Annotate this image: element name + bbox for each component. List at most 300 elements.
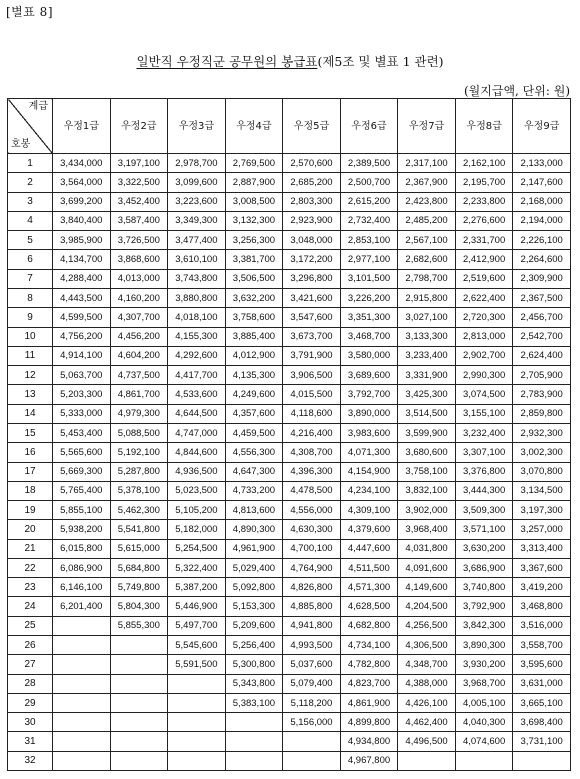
salary-cell: 2,902,700 <box>455 346 513 365</box>
salary-cell: 4,496,500 <box>398 732 456 751</box>
salary-cell <box>110 713 168 732</box>
table-row <box>8 269 571 288</box>
salary-cell: 2,456,700 <box>513 308 571 327</box>
salary-cell: 3,758,600 <box>225 308 283 327</box>
salary-cell: 3,002,300 <box>513 443 571 462</box>
salary-cell: 2,367,500 <box>513 288 571 307</box>
salary-cell <box>225 732 283 751</box>
salary-cell <box>168 732 226 751</box>
salary-cell: 2,542,700 <box>513 327 571 346</box>
salary-cell: 4,256,500 <box>398 616 456 635</box>
salary-cell: 4,764,900 <box>283 558 341 577</box>
table-row <box>8 192 571 211</box>
salary-cell: 4,556,000 <box>283 501 341 520</box>
table-row <box>8 366 571 385</box>
salary-cell: 3,452,400 <box>110 192 168 211</box>
salary-cell: 3,564,000 <box>53 173 111 192</box>
grade-header: 우정1급 <box>53 99 111 154</box>
salary-cell <box>398 751 456 770</box>
salary-cell: 3,842,300 <box>455 616 513 635</box>
salary-cell: 4,682,800 <box>340 616 398 635</box>
step-number: 17 <box>8 462 53 481</box>
salary-cell: 3,376,800 <box>455 462 513 481</box>
salary-cell: 3,226,200 <box>340 288 398 307</box>
salary-cell: 3,791,900 <box>283 346 341 365</box>
salary-cell: 3,571,100 <box>455 520 513 539</box>
salary-cell: 4,216,400 <box>283 423 341 442</box>
salary-cell: 4,844,600 <box>168 443 226 462</box>
salary-cell: 5,254,500 <box>168 539 226 558</box>
salary-cell: 5,591,500 <box>168 655 226 674</box>
salary-cell: 2,783,900 <box>513 385 571 404</box>
table-row <box>8 346 571 365</box>
salary-cell: 3,351,300 <box>340 308 398 327</box>
salary-cell: 6,146,100 <box>53 578 111 597</box>
salary-cell: 4,456,200 <box>110 327 168 346</box>
table-row <box>8 250 571 269</box>
salary-cell <box>110 732 168 751</box>
salary-cell: 4,447,600 <box>340 539 398 558</box>
salary-cell: 3,930,200 <box>455 655 513 674</box>
salary-cell: 5,378,100 <box>110 481 168 500</box>
salary-cell: 5,383,100 <box>225 693 283 712</box>
salary-cell: 3,296,800 <box>283 269 341 288</box>
salary-cell: 2,226,100 <box>513 231 571 250</box>
salary-cell: 3,792,900 <box>455 597 513 616</box>
salary-cell: 3,890,000 <box>340 404 398 423</box>
salary-cell: 4,308,700 <box>283 443 341 462</box>
salary-cell: 4,914,100 <box>53 346 111 365</box>
table-row <box>8 597 571 616</box>
salary-cell: 2,567,100 <box>398 231 456 250</box>
corner-step-label: 호봉 <box>11 139 31 150</box>
salary-cell: 5,287,800 <box>110 462 168 481</box>
salary-cell: 5,343,800 <box>225 674 283 693</box>
salary-cell <box>110 655 168 674</box>
salary-cell: 2,682,600 <box>398 250 456 269</box>
table-row <box>8 327 571 346</box>
step-number: 31 <box>8 732 53 751</box>
salary-cell: 4,556,300 <box>225 443 283 462</box>
salary-cell: 5,037,600 <box>283 655 341 674</box>
salary-cell: 3,197,300 <box>513 501 571 520</box>
salary-cell: 3,070,800 <box>513 462 571 481</box>
salary-cell: 2,932,300 <box>513 423 571 442</box>
document-title <box>0 52 580 70</box>
salary-cell: 4,307,700 <box>110 308 168 327</box>
table-row <box>8 173 571 192</box>
table-row <box>8 385 571 404</box>
step-number: 2 <box>8 173 53 192</box>
salary-cell: 2,309,900 <box>513 269 571 288</box>
salary-cell <box>110 674 168 693</box>
step-number: 9 <box>8 308 53 327</box>
salary-cell: 4,890,300 <box>225 520 283 539</box>
salary-cell: 3,232,400 <box>455 423 513 442</box>
salary-cell <box>110 751 168 770</box>
salary-cell: 2,622,400 <box>455 288 513 307</box>
salary-cell: 4,961,900 <box>225 539 283 558</box>
salary-cell: 3,425,300 <box>398 385 456 404</box>
salary-cell: 4,462,400 <box>398 713 456 732</box>
table-row <box>8 288 571 307</box>
step-number: 27 <box>8 655 53 674</box>
salary-cell: 5,684,800 <box>110 558 168 577</box>
step-number: 18 <box>8 481 53 500</box>
salary-cell: 3,983,600 <box>340 423 398 442</box>
salary-cell: 5,105,200 <box>168 501 226 520</box>
salary-cell <box>53 674 111 693</box>
table-row <box>8 423 571 442</box>
table-row <box>8 308 571 327</box>
salary-cell: 4,967,800 <box>340 751 398 770</box>
salary-cell <box>53 655 111 674</box>
salary-cell: 5,615,000 <box>110 539 168 558</box>
salary-cell: 3,074,500 <box>455 385 513 404</box>
header-row <box>8 99 571 154</box>
step-number: 19 <box>8 501 53 520</box>
salary-cell: 3,421,600 <box>283 288 341 307</box>
step-number: 28 <box>8 674 53 693</box>
salary-cell <box>53 732 111 751</box>
salary-cell <box>110 693 168 712</box>
step-number: 13 <box>8 385 53 404</box>
salary-cell: 5,541,800 <box>110 520 168 539</box>
salary-cell: 3,468,700 <box>340 327 398 346</box>
salary-cell: 4,118,600 <box>283 404 341 423</box>
salary-cell: 5,256,400 <box>225 636 283 655</box>
salary-cell: 3,322,500 <box>110 173 168 192</box>
salary-cell: 2,423,800 <box>398 192 456 211</box>
salary-cell: 4,091,600 <box>398 558 456 577</box>
salary-cell: 4,993,500 <box>283 636 341 655</box>
salary-cell: 4,813,600 <box>225 501 283 520</box>
salary-cell: 4,149,600 <box>398 578 456 597</box>
salary-cell: 3,595,600 <box>513 655 571 674</box>
title-suffix: (제5조 및 별표 1 관련) <box>317 54 444 69</box>
salary-cell: 2,485,200 <box>398 211 456 230</box>
salary-cell: 4,443,500 <box>53 288 111 307</box>
salary-cell: 2,978,700 <box>168 154 226 173</box>
salary-cell <box>168 693 226 712</box>
salary-cell: 4,478,500 <box>283 481 341 500</box>
step-number: 14 <box>8 404 53 423</box>
salary-cell: 2,412,900 <box>455 250 513 269</box>
salary-cell: 4,306,500 <box>398 636 456 655</box>
table-row <box>8 481 571 500</box>
salary-cell: 4,979,300 <box>110 404 168 423</box>
salary-cell: 3,731,100 <box>513 732 571 751</box>
salary-cell: 5,203,300 <box>53 385 111 404</box>
salary-cell: 5,855,100 <box>53 501 111 520</box>
salary-cell: 3,880,800 <box>168 288 226 307</box>
salary-cell: 2,519,600 <box>455 269 513 288</box>
salary-cell <box>53 751 111 770</box>
salary-cell: 2,798,700 <box>398 269 456 288</box>
salary-cell: 5,182,000 <box>168 520 226 539</box>
step-number: 24 <box>8 597 53 616</box>
step-number: 32 <box>8 751 53 770</box>
salary-cell: 5,387,200 <box>168 578 226 597</box>
grade-header: 우정3급 <box>168 99 226 154</box>
salary-cell: 4,288,400 <box>53 269 111 288</box>
salary-cell: 4,074,600 <box>455 732 513 751</box>
step-number: 15 <box>8 423 53 442</box>
salary-cell: 3,307,100 <box>455 443 513 462</box>
grade-header: 우정8급 <box>455 99 513 154</box>
table-row <box>8 211 571 230</box>
salary-cell: 4,511,500 <box>340 558 398 577</box>
salary-cell: 3,632,200 <box>225 288 283 307</box>
salary-cell: 4,936,500 <box>168 462 226 481</box>
corner-cell <box>8 99 53 154</box>
salary-cell: 4,357,600 <box>225 404 283 423</box>
salary-cell: 3,419,200 <box>513 578 571 597</box>
salary-cell: 3,698,400 <box>513 713 571 732</box>
salary-cell: 3,233,400 <box>398 346 456 365</box>
salary-cell <box>53 616 111 635</box>
salary-cell: 5,322,400 <box>168 558 226 577</box>
salary-cell: 4,160,200 <box>110 288 168 307</box>
salary-cell: 4,756,200 <box>53 327 111 346</box>
salary-cell: 4,426,100 <box>398 693 456 712</box>
salary-cell: 4,533,600 <box>168 385 226 404</box>
step-number: 21 <box>8 539 53 558</box>
salary-cell: 3,155,100 <box>455 404 513 423</box>
salary-cell: 3,172,200 <box>283 250 341 269</box>
salary-cell: 3,792,700 <box>340 385 398 404</box>
step-number: 12 <box>8 366 53 385</box>
salary-cell: 2,720,300 <box>455 308 513 327</box>
salary-cell: 4,134,700 <box>53 250 111 269</box>
salary-cell: 5,497,700 <box>168 616 226 635</box>
table-row <box>8 655 571 674</box>
salary-cell: 3,832,100 <box>398 481 456 500</box>
salary-cell <box>168 713 226 732</box>
salary-cell: 4,204,500 <box>398 597 456 616</box>
salary-cell: 3,743,800 <box>168 269 226 288</box>
salary-cell: 3,349,300 <box>168 211 226 230</box>
salary-cell: 2,276,600 <box>455 211 513 230</box>
step-number: 16 <box>8 443 53 462</box>
salary-cell: 5,092,800 <box>225 578 283 597</box>
salary-cell: 4,934,800 <box>340 732 398 751</box>
table-row <box>8 713 571 732</box>
salary-cell: 4,733,200 <box>225 481 283 500</box>
salary-cell: 2,570,600 <box>283 154 341 173</box>
salary-cell: 5,446,900 <box>168 597 226 616</box>
salary-cell: 2,168,000 <box>513 192 571 211</box>
salary-cell: 2,803,300 <box>283 192 341 211</box>
salary-cell: 4,309,100 <box>340 501 398 520</box>
step-number: 11 <box>8 346 53 365</box>
salary-cell: 2,923,900 <box>283 211 341 230</box>
step-number: 1 <box>8 154 53 173</box>
salary-cell: 3,547,600 <box>283 308 341 327</box>
salary-cell: 3,680,600 <box>398 443 456 462</box>
salary-cell: 5,023,500 <box>168 481 226 500</box>
table-row <box>8 674 571 693</box>
salary-cell: 2,194,000 <box>513 211 571 230</box>
salary-cell: 5,669,300 <box>53 462 111 481</box>
table-row <box>8 539 571 558</box>
salary-cell: 4,644,500 <box>168 404 226 423</box>
salary-cell <box>283 751 341 770</box>
salary-cell: 5,118,200 <box>283 693 341 712</box>
salary-cell: 2,769,500 <box>225 154 283 173</box>
salary-cell: 4,823,700 <box>340 674 398 693</box>
table-row <box>8 520 571 539</box>
step-number: 3 <box>8 192 53 211</box>
salary-cell: 4,899,800 <box>340 713 398 732</box>
salary-cell: 3,558,700 <box>513 636 571 655</box>
salary-cell: 4,861,700 <box>110 385 168 404</box>
salary-cell: 6,086,900 <box>53 558 111 577</box>
step-number: 10 <box>8 327 53 346</box>
salary-cell: 3,610,100 <box>168 250 226 269</box>
step-number: 30 <box>8 713 53 732</box>
salary-cell: 3,868,600 <box>110 250 168 269</box>
salary-table <box>7 98 571 771</box>
grade-header: 우정5급 <box>283 99 341 154</box>
salary-cell: 3,699,200 <box>53 192 111 211</box>
salary-cell <box>283 732 341 751</box>
salary-cell: 4,861,900 <box>340 693 398 712</box>
table-row <box>8 558 571 577</box>
salary-cell: 4,234,100 <box>340 481 398 500</box>
salary-cell: 3,099,600 <box>168 173 226 192</box>
salary-cell: 2,389,500 <box>340 154 398 173</box>
salary-cell: 4,571,300 <box>340 578 398 597</box>
salary-cell: 5,063,700 <box>53 366 111 385</box>
salary-cell <box>53 713 111 732</box>
salary-cell: 2,915,800 <box>398 288 456 307</box>
annex-label: [별표 8] <box>6 5 53 19</box>
salary-cell: 3,985,900 <box>53 231 111 250</box>
salary-cell: 4,040,300 <box>455 713 513 732</box>
salary-cell: 3,580,000 <box>340 346 398 365</box>
step-number: 20 <box>8 520 53 539</box>
salary-cell: 4,604,200 <box>110 346 168 365</box>
salary-cell: 2,615,200 <box>340 192 398 211</box>
salary-cell: 5,209,600 <box>225 616 283 635</box>
salary-cell <box>168 751 226 770</box>
salary-cell: 4,826,800 <box>283 578 341 597</box>
salary-cell: 2,977,100 <box>340 250 398 269</box>
salary-cell: 3,840,400 <box>53 211 111 230</box>
salary-cell: 2,990,300 <box>455 366 513 385</box>
salary-cell: 5,545,600 <box>168 636 226 655</box>
salary-cell: 5,462,300 <box>110 501 168 520</box>
salary-cell: 2,887,900 <box>225 173 283 192</box>
table-row <box>8 443 571 462</box>
salary-cell: 4,782,800 <box>340 655 398 674</box>
table-row <box>8 693 571 712</box>
salary-cell: 5,855,300 <box>110 616 168 635</box>
salary-cell: 5,938,200 <box>53 520 111 539</box>
salary-cell: 5,029,400 <box>225 558 283 577</box>
table-row <box>8 616 571 635</box>
salary-cell: 4,292,600 <box>168 346 226 365</box>
salary-cell: 3,133,300 <box>398 327 456 346</box>
salary-cell: 3,890,300 <box>455 636 513 655</box>
salary-cell: 4,700,100 <box>283 539 341 558</box>
salary-cell: 6,201,400 <box>53 597 111 616</box>
salary-cell: 2,147,600 <box>513 173 571 192</box>
step-number: 23 <box>8 578 53 597</box>
salary-cell: 3,027,100 <box>398 308 456 327</box>
salary-cell: 5,300,800 <box>225 655 283 674</box>
salary-cell: 3,726,500 <box>110 231 168 250</box>
salary-cell: 3,631,000 <box>513 674 571 693</box>
salary-cell: 3,367,600 <box>513 558 571 577</box>
salary-cell: 2,853,100 <box>340 231 398 250</box>
salary-cell: 3,197,100 <box>110 154 168 173</box>
salary-cell: 4,417,700 <box>168 366 226 385</box>
salary-cell: 4,388,000 <box>398 674 456 693</box>
salary-cell: 4,135,300 <box>225 366 283 385</box>
salary-cell: 3,885,400 <box>225 327 283 346</box>
table-row <box>8 501 571 520</box>
salary-cell: 4,018,100 <box>168 308 226 327</box>
salary-cell: 4,628,500 <box>340 597 398 616</box>
grade-header: 우정4급 <box>225 99 283 154</box>
salary-cell: 2,624,400 <box>513 346 571 365</box>
salary-cell: 5,765,400 <box>53 481 111 500</box>
salary-cell: 2,859,800 <box>513 404 571 423</box>
step-number: 22 <box>8 558 53 577</box>
salary-cell: 5,804,300 <box>110 597 168 616</box>
salary-cell: 2,195,700 <box>455 173 513 192</box>
salary-cell: 3,968,700 <box>455 674 513 693</box>
salary-cell: 3,506,500 <box>225 269 283 288</box>
grade-header: 우정9급 <box>513 99 571 154</box>
salary-cell: 3,509,300 <box>455 501 513 520</box>
salary-cell: 3,673,700 <box>283 327 341 346</box>
salary-cell: 4,012,900 <box>225 346 283 365</box>
table-row <box>8 154 571 173</box>
salary-cell: 2,732,400 <box>340 211 398 230</box>
salary-cell: 5,088,500 <box>110 423 168 442</box>
salary-cell: 3,902,000 <box>398 501 456 520</box>
salary-cell: 4,941,800 <box>283 616 341 635</box>
salary-cell: 3,444,300 <box>455 481 513 500</box>
salary-cell: 3,257,000 <box>513 520 571 539</box>
salary-cell: 3,223,600 <box>168 192 226 211</box>
salary-cell: 3,256,300 <box>225 231 283 250</box>
step-number: 5 <box>8 231 53 250</box>
table-row <box>8 404 571 423</box>
salary-cell: 3,331,900 <box>398 366 456 385</box>
salary-cell: 4,747,000 <box>168 423 226 442</box>
salary-cell: 3,686,900 <box>455 558 513 577</box>
salary-cell: 3,740,800 <box>455 578 513 597</box>
table-row <box>8 732 571 751</box>
salary-cell: 4,015,500 <box>283 385 341 404</box>
salary-cell: 2,500,700 <box>340 173 398 192</box>
salary-cell: 2,367,900 <box>398 173 456 192</box>
salary-cell: 5,333,000 <box>53 404 111 423</box>
salary-cell: 2,331,700 <box>455 231 513 250</box>
step-number: 26 <box>8 636 53 655</box>
salary-cell: 3,968,400 <box>398 520 456 539</box>
corner-grade-label: 계급 <box>28 101 48 112</box>
salary-cell: 4,005,100 <box>455 693 513 712</box>
salary-cell <box>168 674 226 693</box>
salary-cell: 5,156,000 <box>283 713 341 732</box>
salary-cell: 5,453,400 <box>53 423 111 442</box>
step-number: 29 <box>8 693 53 712</box>
